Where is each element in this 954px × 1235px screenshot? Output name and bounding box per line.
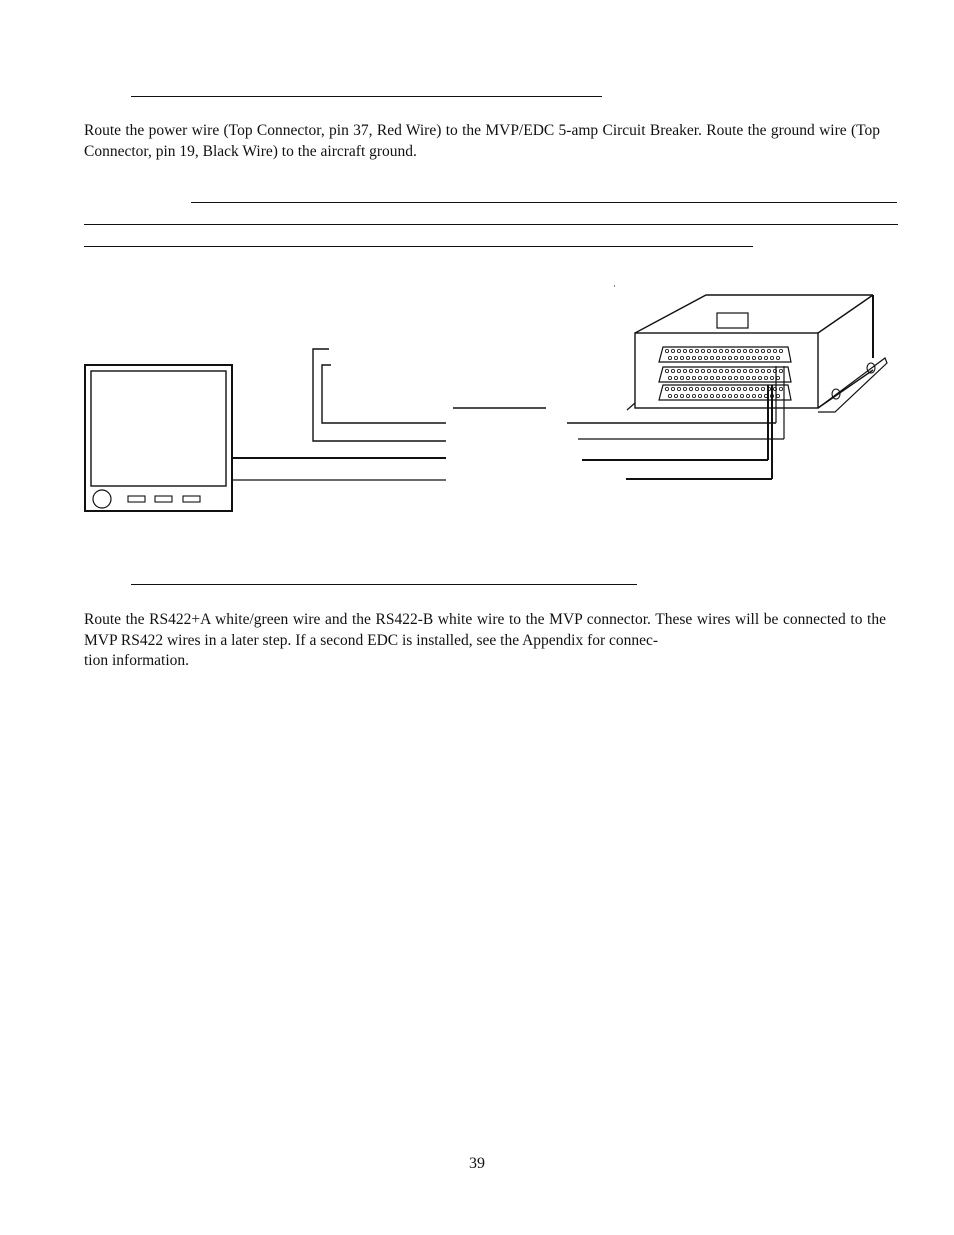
connector-pin	[695, 387, 698, 390]
connector-pin	[758, 376, 761, 379]
connector-pin	[752, 376, 755, 379]
connector-pin	[746, 356, 749, 359]
display-button-1	[128, 496, 145, 502]
connector-pin	[689, 369, 692, 372]
connector-pin	[737, 387, 740, 390]
connector-pin	[710, 356, 713, 359]
connector-pin	[758, 356, 761, 359]
connector-pin	[689, 387, 692, 390]
connector-pin	[776, 394, 779, 397]
connector-pin	[749, 369, 752, 372]
power-wiring-paragraph: Route the power wire (Top Connector, pin 37, Red Wire) to the MVP/EDC 5-amp Circuit Breaker. Route the ground wire (Top Connector, pin 19, Black Wire) to the aircraft ground.	[84, 122, 880, 160]
wire-harness	[232, 349, 784, 480]
connector-pin	[668, 376, 671, 379]
connector-pin	[752, 394, 755, 397]
connector-pin	[722, 376, 725, 379]
knob-icon	[93, 490, 111, 508]
connector-pin	[752, 356, 755, 359]
connector-pin	[734, 376, 737, 379]
caution-rule-2	[84, 224, 898, 225]
wiring-diagram	[0, 270, 954, 530]
connector-pin	[743, 369, 746, 372]
connector-pin	[734, 394, 737, 397]
connector-pin	[722, 356, 725, 359]
connector-pin	[773, 349, 776, 352]
connector-pin	[710, 376, 713, 379]
connector-pin	[740, 376, 743, 379]
connector-pin	[665, 369, 668, 372]
caution-rule-1	[191, 202, 897, 203]
edc-label-plate	[717, 313, 748, 328]
connector-pin	[779, 349, 782, 352]
connector-pin	[704, 376, 707, 379]
connector-pin	[701, 387, 704, 390]
connector-pin	[716, 394, 719, 397]
connector-pin	[680, 376, 683, 379]
connector-pin	[734, 356, 737, 359]
connector-pin	[695, 369, 698, 372]
caution-rule-3	[84, 246, 753, 247]
connector-pin	[677, 369, 680, 372]
connector-pin	[710, 394, 713, 397]
connector-pin	[707, 369, 710, 372]
connector-pin	[713, 369, 716, 372]
connector-pin	[755, 349, 758, 352]
connector-pin	[665, 387, 668, 390]
connector-pin	[731, 369, 734, 372]
connector-pin	[767, 349, 770, 352]
heading-rule-power	[131, 96, 602, 97]
connector-pin	[713, 349, 716, 352]
connector-pin	[698, 376, 701, 379]
connector-pin	[761, 349, 764, 352]
connector-pin	[719, 387, 722, 390]
connector-pin	[725, 369, 728, 372]
display-button-2	[155, 496, 172, 502]
connector-pin	[728, 376, 731, 379]
connector-pin	[776, 376, 779, 379]
connector-pin	[749, 349, 752, 352]
connector-pin	[779, 369, 782, 372]
connector-pin	[770, 356, 773, 359]
connector-pin	[671, 349, 674, 352]
connector-pin	[725, 349, 728, 352]
connector-pin	[707, 387, 710, 390]
connector-pin	[704, 356, 707, 359]
connector-pin	[749, 387, 752, 390]
connector-pin	[683, 369, 686, 372]
heading-rule-rs422	[131, 584, 637, 585]
connector-pin	[680, 394, 683, 397]
connector-pin	[683, 387, 686, 390]
connector-pin	[743, 387, 746, 390]
connector-pin	[737, 349, 740, 352]
connector-pin	[725, 387, 728, 390]
connector-pin	[686, 376, 689, 379]
connector-pin	[731, 387, 734, 390]
connector-pin	[746, 376, 749, 379]
display-button-3	[183, 496, 200, 502]
connector-pin	[731, 349, 734, 352]
connector-pin	[674, 376, 677, 379]
connector-pin	[677, 387, 680, 390]
connector-pin	[719, 349, 722, 352]
connector-pin	[671, 387, 674, 390]
page-number: 39	[469, 1155, 485, 1172]
connector-pin	[764, 376, 767, 379]
connector-pin	[719, 369, 722, 372]
connector-pin	[692, 394, 695, 397]
connector-pin	[668, 356, 671, 359]
connector-pin	[674, 356, 677, 359]
connector-pin	[755, 387, 758, 390]
connector-pin	[761, 387, 764, 390]
connector-pin	[677, 349, 680, 352]
connector-pin	[767, 369, 770, 372]
connector-pin	[707, 349, 710, 352]
connector-pin	[758, 394, 761, 397]
connector-pin	[680, 356, 683, 359]
connector-pin	[740, 394, 743, 397]
mvp-display-unit	[85, 365, 232, 511]
connector-pin	[740, 356, 743, 359]
connector-pin	[698, 394, 701, 397]
connector-pin	[698, 356, 701, 359]
connector-pin	[746, 394, 749, 397]
connector-pin	[686, 394, 689, 397]
connector-pin	[674, 394, 677, 397]
connector-pin	[701, 369, 704, 372]
connector-pin	[668, 394, 671, 397]
connector-pin	[671, 369, 674, 372]
connector-pin	[683, 349, 686, 352]
rs422-wiring-paragraph: Route the RS422+A white/green wire and the RS422-B white wire to the MVP connector. These wires will be connected to the MVP RS422 wires in a later step. If a second EDC is installed, see the Appendix for connec- tion information.	[84, 611, 886, 669]
connector-pin	[722, 394, 725, 397]
connector-pin	[770, 376, 773, 379]
connector-pin	[689, 349, 692, 352]
connector-pin	[728, 394, 731, 397]
connector-pin	[692, 376, 695, 379]
connector-pin	[686, 356, 689, 359]
connector-pin	[779, 387, 782, 390]
connector-pin	[776, 356, 779, 359]
connector-pin	[716, 356, 719, 359]
connector-pin	[665, 349, 668, 352]
connector-pin	[692, 356, 695, 359]
connector-pin	[761, 369, 764, 372]
connector-pin	[755, 369, 758, 372]
connector-pin	[713, 387, 716, 390]
connector-pin	[764, 356, 767, 359]
connector-pin	[728, 356, 731, 359]
connector-pin	[737, 369, 740, 372]
connector-pin	[695, 349, 698, 352]
connector-pin	[743, 349, 746, 352]
connector-pin	[716, 376, 719, 379]
connector-pin	[704, 394, 707, 397]
edc-unit	[627, 295, 887, 412]
connector-pin	[701, 349, 704, 352]
